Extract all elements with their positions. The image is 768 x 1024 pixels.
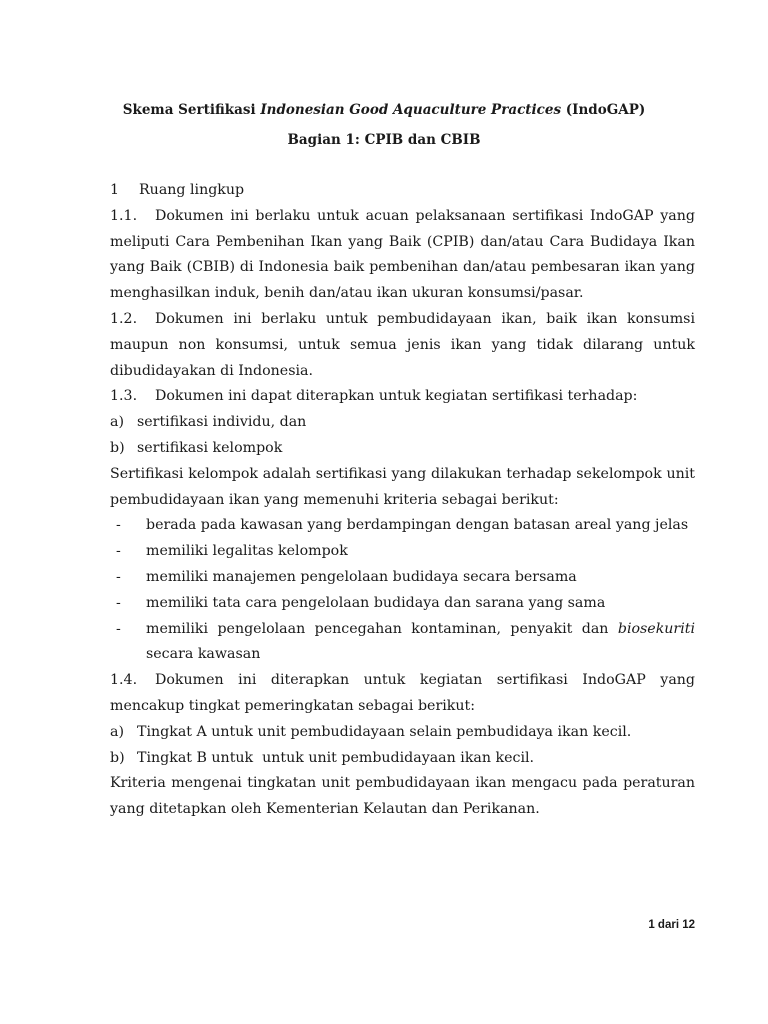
title-suffix: (IndoGAP) — [561, 102, 646, 118]
paragraph-text: Dokumen ini dapat diterapkan untuk kegiatan sertifikasi terhadap: — [155, 388, 638, 405]
criteria-text-after: secara kawasan — [146, 646, 261, 663]
list-letter: a) — [110, 414, 124, 431]
list-letter: a) — [110, 723, 124, 740]
title-italic: Indonesian Good Aquaculture Practices — [260, 102, 562, 118]
paragraph-1-4 — [110, 668, 695, 720]
group-certification-paragraph: Sertifikasi kelompok adalah sertifikasi yang dilakukan terhadap sekelompok unit pembudidayaan ikan yang memenuhi kriteria sebagai berikut: — [110, 465, 695, 508]
criteria-text: berada pada kawasan yang berdampingan dengan batasan areal yang jelas — [146, 517, 689, 534]
list-item — [110, 746, 695, 772]
closing-paragraph: Kriteria mengenai tingkatan unit pembudidayaan ikan mengacu pada peraturan yang ditetapkan oleh Kementerian Kelautan dan Perikanan. — [110, 775, 695, 818]
paragraph-text: Dokumen ini berlaku untuk acuan pelaksanaan sertifikasi IndoGAP yang meliputi Cara Pembenihan Ikan yang Baik (CPIB) dan/atau Cara Budidaya Ikan yang Baik (CBIB) di Indonesia baik pembenihan dan/atau pembesaran ikan yang menghasilkan induk, benih dan/atau ikan ukuran konsumsi/pasar. — [110, 207, 695, 302]
criteria-text-before: memiliki pengelolaan pencegahan kontaminan, penyakit dan — [146, 620, 618, 637]
paragraph-number: 1.4. — [110, 672, 138, 689]
document-subtitle: Bagian 1: CPIB dan CBIB — [287, 132, 481, 148]
list-item — [110, 436, 695, 462]
criteria-item — [110, 513, 695, 539]
criteria-item — [110, 565, 695, 591]
title-prefix: Skema Sertifikasi — [122, 102, 261, 118]
paragraph-text: Dokumen ini diterapkan untuk kegiatan sertifikasi IndoGAP yang mencakup tingkat pemeringkatan sebagai berikut: — [110, 672, 695, 714]
list-text: Tingkat B untuk untuk unit pembudidayaan ikan kecil. — [137, 749, 535, 766]
bullet-dash: - — [116, 594, 121, 611]
criteria-item — [110, 617, 695, 669]
criteria-text — [146, 617, 695, 669]
paragraph-1-1 — [110, 204, 695, 307]
bullet-dash: - — [116, 517, 121, 534]
list-letter: b) — [110, 749, 125, 766]
list-letter: b) — [110, 439, 125, 456]
criteria-text: memiliki legalitas kelompok — [146, 543, 348, 560]
criteria-text-italic: biosekuriti — [617, 620, 695, 637]
page-number: 1 dari 12 — [648, 919, 695, 931]
section-heading — [110, 178, 695, 204]
paragraph-text: Dokumen ini berlaku untuk pembudidayaan ikan, baik ikan konsumsi maupun non konsumsi, untuk semua jenis ikan yang tidak dilarang untuk dibudidayakan di Indonesia. — [110, 310, 695, 379]
section-heading-text: Ruang lingkup — [139, 182, 245, 198]
paragraph-number: 1.1. — [110, 207, 138, 224]
bullet-dash: - — [116, 620, 121, 637]
list-text: sertifikasi individu, dan — [137, 414, 307, 431]
bullet-dash: - — [116, 568, 121, 585]
bullet-dash: - — [116, 543, 121, 560]
list-text: sertifikasi kelompok — [137, 439, 283, 456]
document-body — [110, 178, 695, 823]
section-number: 1 — [110, 182, 120, 198]
list-text: Tingkat A untuk unit pembudidayaan selain pembudidaya ikan kecil. — [137, 723, 632, 740]
list-item — [110, 410, 695, 436]
document-title — [0, 101, 768, 119]
criteria-item — [110, 539, 695, 565]
paragraph-1-2 — [110, 307, 695, 384]
paragraph-number: 1.3. — [110, 388, 138, 405]
list-item — [110, 720, 695, 746]
paragraph-number: 1.2. — [110, 310, 138, 327]
criteria-text: memiliki tata cara pengelolaan budidaya dan sarana yang sama — [146, 594, 606, 611]
criteria-text: memiliki manajemen pengelolaan budidaya secara bersama — [146, 568, 577, 585]
paragraph-1-3 — [110, 384, 695, 410]
criteria-item — [110, 591, 695, 617]
